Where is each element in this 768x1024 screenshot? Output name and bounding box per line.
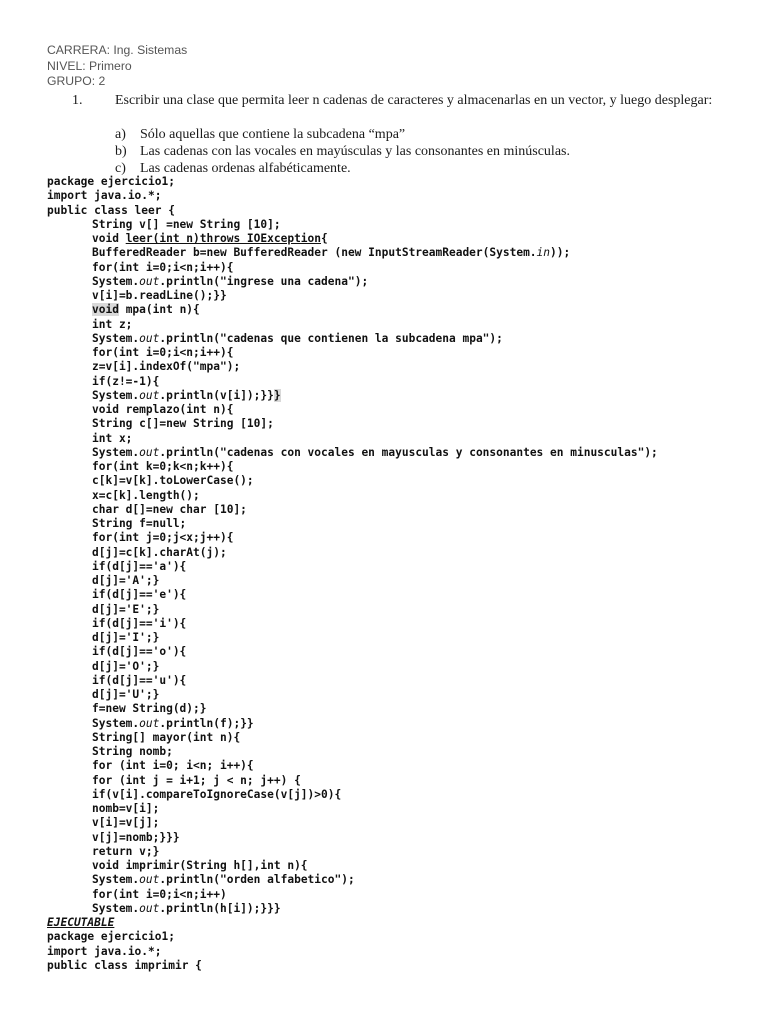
code-line: String nomb; <box>92 745 173 758</box>
code-line: if(v[i].compareToIgnoreCase(v[j])>0){ <box>92 787 342 801</box>
code-line: for(int i=0;i<n;i++){ <box>92 346 234 359</box>
code-line: d[j]='A';} <box>92 574 160 587</box>
code-line: System.out.println(h[i]);}}} <box>92 901 281 915</box>
exercise-statement <box>0 92 768 177</box>
exercise-number: 1. <box>72 93 83 108</box>
code-line: x=c[k].length(); <box>92 488 200 502</box>
code-line: v[i]=b.readLine();}} <box>92 289 227 302</box>
code-line: void mpa(int n){ <box>92 303 200 317</box>
code-line: int z; <box>92 317 133 331</box>
code-line: int x; <box>92 431 133 445</box>
code-line: if(z!=-1){ <box>92 374 160 388</box>
code-line: System.out.println("orden alfabetico"); <box>92 873 355 887</box>
code-line: for(int j=0;j<x;j++){ <box>92 531 234 545</box>
code-line: if(d[j]=='o'){ <box>92 645 187 659</box>
level-line: NIVEL: Primero <box>47 58 132 73</box>
code-line: System.out.println("ingrese una cadena"); <box>92 274 369 288</box>
code-line: void remplazo(int n){ <box>92 403 234 416</box>
code-line: void imprimir(String h[],int n){ <box>92 859 308 872</box>
code-line: d[j]='E';} <box>92 602 160 616</box>
exercise-main <box>0 92 768 126</box>
code-line: char d[]=new char [10]; <box>92 502 247 516</box>
exercise-item-text: Sólo aquellas que contiene la subcadena “mpa” <box>140 127 406 142</box>
code-line: void leer(int n)throws IOException{ <box>92 232 328 245</box>
code-line: System.out.println("cadenas que contienen la subcadena mpa"); <box>92 331 503 345</box>
code-line: import java.io.*; <box>47 189 162 203</box>
code-line: package ejercicio1; <box>47 175 175 188</box>
code-line: for(int k=0;k<n;k++){ <box>92 460 234 473</box>
code-line: System.out.println(f);}} <box>92 716 254 730</box>
code-line: return v;} <box>92 844 160 858</box>
exercise-item <box>0 126 768 143</box>
code-line: String c[]=new String [10]; <box>92 417 274 431</box>
exercise-text: Escribir una clase que permita leer n cadenas de caracteres y almacenarlas en un vector, y luego desplegar: <box>115 93 713 108</box>
code-line: for (int j = i+1; j < n; j++) { <box>92 773 301 787</box>
career-line: CARRERA: Ing. Sistemas <box>47 43 188 57</box>
code-line: d[j]='I';} <box>92 631 160 644</box>
code-line: d[j]='U';} <box>92 688 160 701</box>
code-line: String[] mayor(int n){ <box>92 730 241 744</box>
code-line: f=new String(d);} <box>92 702 207 716</box>
code-line: public class leer { <box>47 203 175 217</box>
code-line: for (int i=0; i<n; i++){ <box>92 759 254 773</box>
code-line: BufferedReader b=new BufferedReader (new InputStreamReader(System.in)); <box>92 246 571 260</box>
code-line: if(d[j]=='a'){ <box>92 559 187 573</box>
code-line: if(d[j]=='u'){ <box>92 673 187 687</box>
exercise-item-text: Las cadenas con las vocales en mayúsculas y las consonantes en minúsculas. <box>140 144 570 159</box>
code-line: d[j]=c[k].charAt(j); <box>92 545 227 559</box>
code-line: import java.io.*; <box>47 944 162 958</box>
code-line: if(d[j]=='e'){ <box>92 588 187 602</box>
exercise-item-letter: b) <box>115 144 127 159</box>
code-line: v[i]=v[j]; <box>92 816 160 830</box>
code-line: public class imprimir { <box>47 958 202 972</box>
code-line: String f=null; <box>92 517 187 530</box>
code-line: System.out.println("cadenas con vocales en mayusculas y consonantes en minusculas"); <box>92 445 658 459</box>
document-header <box>47 43 187 90</box>
code-line: if(d[j]=='i'){ <box>92 616 187 630</box>
code-line: d[j]='O';} <box>92 659 160 673</box>
code-line: System.out.println(v[i]);}}} <box>92 388 281 402</box>
exercise-item <box>0 143 768 160</box>
section-heading: EJECUTABLE <box>47 916 115 929</box>
group-line: GRUPO: 2 <box>47 74 106 89</box>
code-line: for(int i=0;i<n;i++){ <box>92 260 234 274</box>
exercise-item-text: Las cadenas ordenas alfabéticamente. <box>140 161 351 176</box>
code-line: c[k]=v[k].toLowerCase(); <box>92 474 254 488</box>
code-line: z=v[i].indexOf("mpa"); <box>92 360 241 374</box>
code-listing <box>47 175 658 973</box>
code-line: v[j]=nomb;}}} <box>92 830 180 844</box>
exercise-item-letter: c) <box>115 161 126 176</box>
code-line: nomb=v[i]; <box>92 802 160 815</box>
code-line: String v[] =new String [10]; <box>92 217 281 231</box>
code-line: for(int i=0;i<n;i++) <box>92 887 227 901</box>
code-line: package ejercicio1; <box>47 930 175 944</box>
exercise-item-letter: a) <box>115 127 126 142</box>
